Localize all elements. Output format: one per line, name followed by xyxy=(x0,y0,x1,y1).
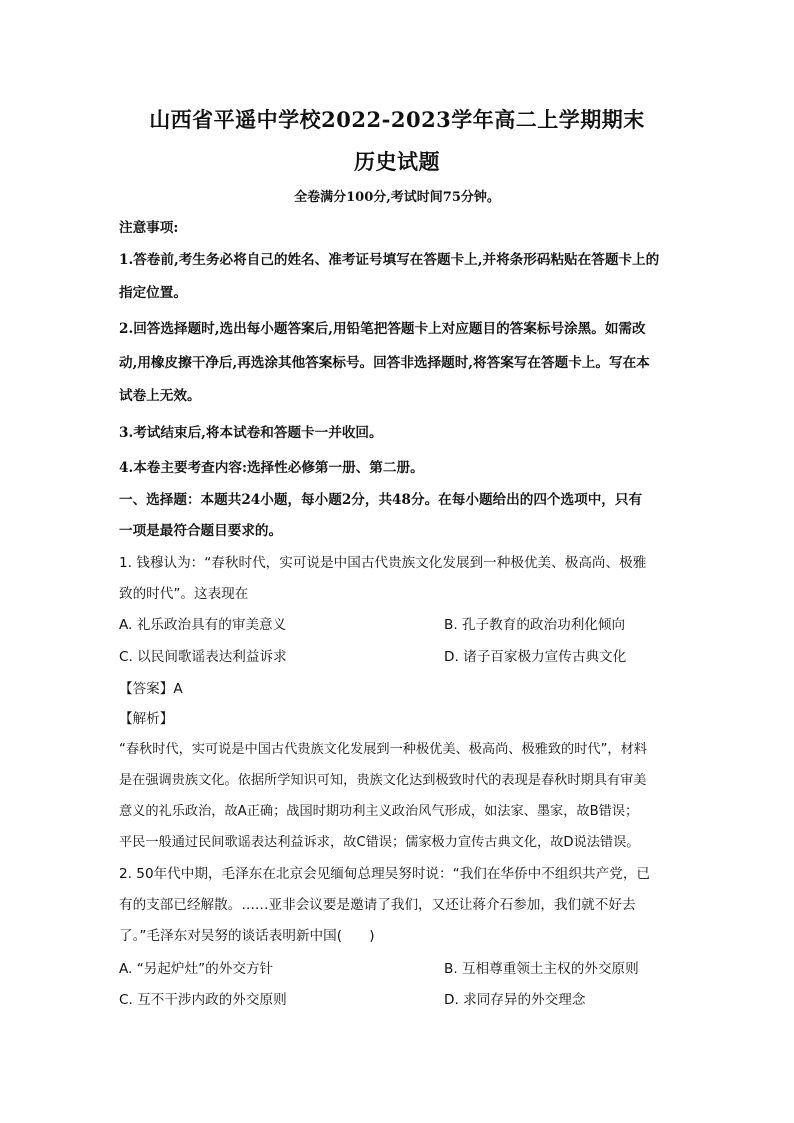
section-1-line-1: 一、选择题：本题共24小题，每小题2分，共48分。在每小题给出的四个选项中，只有 xyxy=(119,492,643,508)
exam-title: 山西省平遥中学校2022-2023学年高二上学期期末 xyxy=(149,107,645,132)
notice-item-2-line-1: 2.回答选择题时,选出每小题答案后,用铅笔把答题卡上对应题目的答案标号涂黑。如需改 xyxy=(119,321,646,337)
q2-stem-line-2: 有的支部已经解散。……亚非会议要是邀请了我们，又还让蒋介石参加，我们就不好去 xyxy=(119,897,636,913)
q2-option-a: A. “另起炉灶”的外交方针 xyxy=(119,961,274,977)
q1-option-b: B. 孔子教育的政治功利化倾向 xyxy=(444,617,626,633)
notice-item-4: 4.本卷主要考查内容:选择性必修第一册、第二册。 xyxy=(119,460,424,476)
q2-option-c: C. 互不干涉内政的外交原则 xyxy=(119,992,287,1008)
notice-item-2-line-2: 动,用橡皮擦干净后,再选涂其他答案标号。回答非选择题时,将答案写在答题卡上。写在本 xyxy=(119,355,650,371)
q2-option-d: D. 求同存异的外交理念 xyxy=(444,992,586,1008)
q1-stem-line-2: 致的时代”。这表现在 xyxy=(119,586,249,602)
q2-stem-line-3: 了。”毛泽东对吴努的谈话表明新中国( ) xyxy=(119,928,375,944)
q1-analysis-heading: 【解析】 xyxy=(119,711,174,727)
q1-option-d: D. 诸子百家极力宣传古典文化 xyxy=(444,649,627,665)
q1-analysis-line-3: 意义的礼乐政治，故A正确；战国时期功利主义政治风气形成，如法家、墨家，故B错误； xyxy=(119,804,639,819)
section-1-line-2: 一项是最符合题目要求的。 xyxy=(119,523,283,539)
exam-info: 全卷满分100分,考试时间75分钟。 xyxy=(294,190,500,205)
notice-item-2-line-3: 试卷上无效。 xyxy=(119,388,201,404)
q2-stem-line-1: 2. 50年代中期，毛泽东在北京会见缅甸总理吴努时说：“我们在华侨中不组织共产党，已 xyxy=(119,866,651,882)
q1-analysis-line-4: 平民一般通过民间歌谣表达利益诉求，故C错误；儒家极力宣传古典文化，故D说法错误。 xyxy=(119,835,640,850)
q1-analysis-line-2: 是在强调贵族文化。依据所学知识可知，贵族文化达到极致时代的表现是春秋时期具有审美 xyxy=(119,773,647,788)
q1-option-c: C. 以民间歌谣表达利益诉求 xyxy=(119,649,287,665)
notice-heading: 注意事项: xyxy=(119,220,179,236)
q2-option-b: B. 互相尊重领土主权的外交原则 xyxy=(444,961,639,977)
q1-option-a: A. 礼乐政治具有的审美意义 xyxy=(119,617,287,633)
exam-subtitle: 历史试题 xyxy=(354,149,440,174)
notice-item-1-line-1: 1.答卷前,考生务必将自己的姓名、准考证号填写在答题卡上,并将条形码粘贴在答题卡上的 xyxy=(119,252,660,268)
q1-analysis-line-1: “春秋时代，实可说是中国古代贵族文化发展到一种极优美、极高尚、极雅致的时代”，材料 xyxy=(119,742,647,757)
q1-answer: 【答案】A xyxy=(119,681,183,697)
notice-item-1-line-2: 指定位置。 xyxy=(119,285,187,301)
notice-item-3: 3.考试结束后,将本试卷和答题卡一并收回。 xyxy=(119,425,383,441)
q1-stem-line-1: 1. 钱穆认为：“春秋时代，实可说是中国古代贵族文化发展到一种极优美、极高尚、极雅 xyxy=(119,555,647,571)
